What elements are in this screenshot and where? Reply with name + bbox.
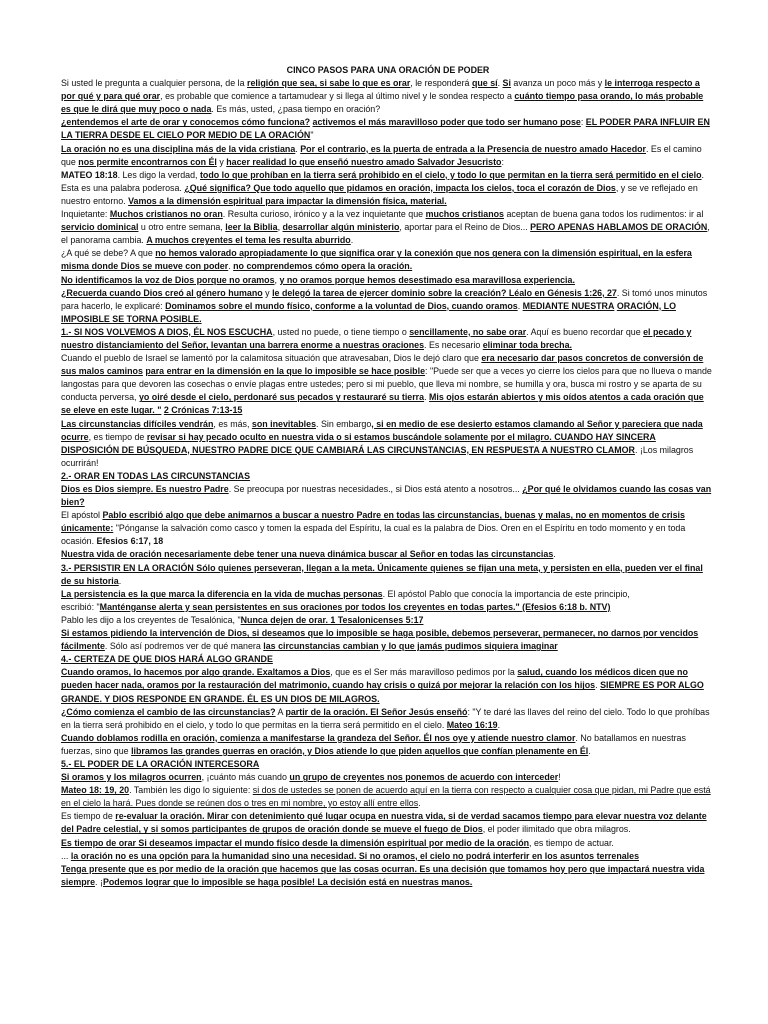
text-run: Las circunstancias difíciles vendrán — [61, 418, 214, 429]
paragraph — [61, 77, 715, 116]
text-run: . Sólo así podremos ver de qué manera — [104, 641, 264, 652]
text-run: Pablo les dijo a los creyentes de Tesalónica, " — [61, 614, 241, 625]
text-run: 5.- EL PODER DE LA ORACIÓN INTERCESORA — [61, 758, 260, 769]
text-run: re-evaluar la oración. Mirar con detenimiento qué lugar ocupa en nuestra vida, si de verdad sacamos tiempo para elevar nuestra voz delante del Padre celestial, y si somos participantes de grupos de oración donde se mueve el fuego de Dios — [61, 811, 707, 835]
text-run: . — [418, 798, 421, 809]
text-run: , es probable que comience a tartamudear y si llega al último nivel y le sondea respecto a — [160, 91, 515, 102]
text-run: Si oramos y los milagros ocurren — [61, 772, 202, 783]
document-page — [61, 64, 715, 964]
text-run: " — [310, 130, 314, 141]
text-run: . — [497, 719, 501, 730]
paragraph — [61, 666, 715, 705]
text-run: para entrar en la dimensión en la que lo imposible se hace posible — [145, 366, 426, 377]
text-run: . Resulta curioso, irónico y a la vez inquietante que — [222, 209, 426, 220]
paragraph — [61, 483, 715, 509]
text-run: Cuando doblamos rodilla en oración, comienza a manifestarse la grandeza del Señor. Él nos oye y atiende nuestro clamor — [61, 732, 576, 743]
text-run: Mateo 16:19 — [446, 719, 498, 730]
text-run: aceptan de buena gana todos los rudimentos: ir al — [503, 209, 704, 220]
text-run: Inquietante: — [61, 209, 110, 220]
paragraph — [61, 116, 715, 142]
text-run: leer la Biblia — [225, 222, 278, 233]
text-run: Si — [502, 78, 511, 89]
text-run: , es más, — [213, 418, 252, 429]
text-run: que sí — [471, 78, 498, 89]
text-run: , que es el Ser más maravilloso pedimos por la — [330, 667, 518, 678]
text-run: EL PODER PARA INFLUIR EN LA TIERRA DESDE EL CIELO POR MEDIO DE LA ORACIÓN — [61, 117, 710, 141]
text-run: PERO APENAS HABLAMOS DE ORACIÓN — [530, 222, 708, 233]
paragraph — [61, 247, 715, 273]
paragraph — [61, 837, 715, 850]
text-run: SIEMPRE ES POR ALGO GRANDE. Y DIOS RESPONDE EN GRANDE. ÉL ES UN DIOS DE MILAGROS. — [61, 680, 704, 704]
paragraph — [61, 627, 715, 653]
paragraph — [61, 784, 715, 810]
paragraph — [61, 758, 715, 771]
paragraph — [61, 863, 715, 889]
text-run: yo oiré desde el cielo, perdonaré sus pecados y restauraré su tierra — [138, 392, 425, 403]
text-run: Dominamos sobre el mundo físico, conforme a la voluntad de Dios, cuando oramos — [165, 300, 518, 311]
paragraph — [61, 287, 715, 326]
text-run: . Es más, usted, ¿pasa tiempo en oración? — [211, 104, 381, 115]
text-run: 3.- PERSISTIR EN LA ORACIÓN Sólo quienes perseveran, llegan a la meta. Únicamente quienes se fijan una meta, y persisten en ella, pueden ver el final de su historia — [61, 562, 703, 586]
text-run: , — [274, 274, 280, 285]
text-run: . El apóstol Pablo que conocía la importancia de este principio, — [382, 588, 630, 599]
text-run: . Aquí es bueno recordar que — [526, 326, 644, 337]
text-run: Cuando el pueblo de Israel se lamentó por la calamitosa situación que atravesaban, Dios le dejó claro que — [61, 353, 482, 364]
text-run: Efesios 6:17, 18 — [96, 536, 164, 547]
text-run: partir de la oración. El Señor Jesús enseñó — [285, 706, 468, 717]
paragraph — [61, 143, 715, 169]
paragraph — [61, 352, 715, 417]
text-run: muchos cristianos — [425, 209, 504, 220]
text-run: , le responderá — [410, 78, 472, 89]
text-run: Nuestra vida de oración necesariamente debe tener una nueva dinámica buscar al Señor en todas las circunstancias — [61, 549, 554, 560]
text-run: . — [497, 78, 503, 89]
text-run: . Si tomó unos minutos para hacerlo, le explicaré: — [61, 287, 708, 311]
text-run: . — [424, 392, 429, 403]
text-run: : — [501, 156, 504, 167]
text-run: . — [295, 143, 301, 154]
text-run: MATEO 18:18 — [61, 169, 118, 180]
text-run: todo lo que prohíban en la tierra será prohibido en el cielo, y todo lo que permitan en la tierra será permitido en el cielo — [199, 169, 702, 180]
paragraph — [61, 562, 715, 588]
text-run: , — [277, 222, 283, 233]
text-run: Si usted le pregunta a cualquier persona, de la — [61, 78, 248, 89]
text-run: Dios es Dios siempre. Es nuestro Padre — [61, 484, 229, 494]
text-run: MEDIANTE NUESTRA — [522, 300, 615, 311]
text-run: , usted no puede, o tiene tiempo o — [272, 326, 410, 337]
text-run: Es tiempo de orar Si deseamos impactar el mundo físico desde la dimensión espiritual por medio de la oración — [61, 837, 530, 848]
paragraph — [61, 588, 715, 601]
text-run: Mis ojos estarán abiertos y mis oídos atentos a cada oración que se eleve en este lugar. " — [61, 392, 704, 416]
text-run: y no oramos porque hemos desestimado esa maravillosa experiencia. — [279, 274, 575, 285]
text-run: desarrollar algún ministerio — [282, 222, 400, 233]
text-run: ¿A qué se debe? A que — [61, 248, 156, 259]
paragraph — [61, 208, 715, 247]
paragraph — [61, 601, 715, 614]
text-run: "Pónganse la salvación como casco y tomen la espada del Espíritu, la cual es la palabra de Dios. Oren en el Espíritu en todo momento y en toda ocasión. — [61, 523, 686, 547]
text-run: era necesario dar pasos concretos de conversión de sus malos caminos — [61, 353, 704, 377]
text-run: , y se ve reflejado en nuestro entorno. — [61, 182, 698, 206]
text-run: . — [553, 549, 556, 560]
text-run: A — [275, 706, 286, 717]
text-run: Vamos a la dimensión espiritual para impactar la dimensión física, material. — [128, 195, 447, 206]
text-run: , aportar para el Reino de Dios... — [399, 222, 531, 233]
text-run: ORACIÓN, LO IMPOSIBLE SE TORNA POSIBLE. — [61, 300, 676, 324]
text-run: Nunca dejen de orar. 1 Tesalonicenses 5:17 — [240, 614, 424, 625]
text-run: . — [350, 235, 354, 246]
text-run: , el poder ilimitado que obra milagros. — [482, 824, 631, 835]
text-run: . ¡ — [95, 876, 103, 887]
text-run: el pecado y nuestro distanciamiento del Señor, levantan una barrera enorme a nuestras oraciones — [61, 326, 692, 350]
paragraph — [61, 326, 715, 352]
text-run: , es tiempo de actuar. — [529, 837, 614, 848]
paragraph — [61, 182, 715, 208]
paragraph — [61, 732, 715, 758]
text-run: La persistencia es la que marca la diferencia en la vida de muchas personas — [61, 588, 383, 599]
text-run: la oración no es una opción para la humanidad sino una necesidad. Si no oramos, el cielo no podrá interferir en los asuntos terrenales — [70, 850, 640, 861]
text-run: Por el contrario, es la puerta de entrada a la Presencia de nuestro amado Hacedor — [300, 143, 646, 154]
text-run: Tenga presente que es por medio de la oración que hacemos que las cosas ocurran. Es una decisión que tomamos hoy pero que impactará nuestra vida siempre — [61, 863, 705, 887]
paragraph — [61, 509, 715, 548]
text-run: salud, cuando los médicos dicen que no pueden hacer nada, oramos por la restauración del matrimonio, cuando hay crisis o quizá por mejorar la relación con los hijos — [61, 667, 688, 691]
paragraph — [61, 548, 715, 561]
paragraph — [61, 614, 715, 627]
text-run: servicio dominical — [61, 222, 139, 233]
text-run: ¿Por qué le olvidamos cuando las cosas van bien? — [61, 484, 712, 508]
text-run: . Es el camino que — [61, 143, 702, 167]
text-run: Podemos lograr que lo imposible se haga posible! La decisión está en nuestras manos. — [102, 876, 473, 887]
text-run: si dos de ustedes se ponen de acuerdo aquí en la tierra con respecto a cualquier cosa que pidan, mi Padre que está en el cielo la hará. Pues donde se reúnen dos o tres en mi nombre, yo estoy allí entre ellos — [61, 785, 711, 809]
text-run: Esta es una palabra poderosa. — [61, 182, 185, 193]
text-run: y — [216, 156, 227, 167]
text-run: . Es necesario — [424, 339, 483, 350]
text-run: ¿Qué significa? Que todo aquello que pidamos en oración, impacta los cielos, toca el corazón de Dios — [184, 182, 616, 193]
text-run: : "Y te daré las llaves del reino del cielo. Todo lo que prohíbas en la tierra será prohibido en el cielo, y todo lo que permitas en la tierra será permitido en el cielo. — [61, 706, 710, 730]
text-run: . También les digo lo siguiente: — [129, 785, 253, 796]
text-run: avanza un poco más y — [510, 78, 605, 89]
text-run: 4.- CERTEZA DE QUE DIOS HARÁ ALGO GRANDE — [61, 654, 273, 665]
text-run: . — [588, 745, 591, 756]
paragraph — [61, 470, 715, 483]
document-body — [61, 77, 715, 889]
text-run: le delegó la tarea de ejercer dominio sobre la creación? Léalo en Génesis 1:26, 27 — [272, 287, 617, 298]
text-run: , ¡cuánto más cuando — [201, 772, 290, 783]
text-run: 2.- ORAR EN TODAS LAS CIRCUNSTANCIAS — [61, 470, 251, 481]
text-run: Mateo 18: 19, 20 — [61, 785, 130, 796]
text-run: Si estamos pidiendo la intervención de Dios, si deseamos que lo imposible se haga posible, debemos perseverar, permanecer, no darnos por vencidos fácilmente — [61, 628, 699, 652]
text-run: nos permite encontrarnos con Él — [78, 156, 217, 167]
text-run: ... — [61, 850, 71, 861]
text-run: Manténganse alerta y sean persistentes en sus oraciones por todos los creyentes en todas partes." (Efesios 6:18 b. NTV) — [99, 601, 611, 612]
paragraph — [61, 771, 715, 784]
text-run: La oración no es una disciplina más de la vida cristiana — [61, 143, 296, 154]
text-run: activemos el más maravilloso poder que todo ser humano pose — [312, 117, 581, 128]
text-run: sencillamente, no sabe orar — [409, 326, 527, 337]
text-run: . Les digo la verdad, — [117, 169, 200, 180]
text-run: no hemos valorado apropiadamente lo que significa orar y la conexión que nos genera con la dimensión espiritual, en la esfera misma donde Dios se mueve con poder — [61, 248, 692, 272]
text-run: . No batallamos en nuestras fuerzas, sino que — [61, 732, 686, 756]
text-run: A muchos creyentes el tema les resulta aburrido — [146, 235, 351, 246]
text-run: eliminar toda brecha. — [482, 339, 572, 350]
text-run: ¿Recuerda cuando Dios creó al género humano — [61, 287, 263, 298]
text-run: . Sin embargo — [316, 418, 372, 429]
text-run: un grupo de creyentes nos ponemos de acuerdo con interceder — [289, 772, 559, 783]
text-run: ¿Cómo comienza el cambio de las circunstancias? — [61, 706, 276, 717]
text-run: . — [118, 575, 122, 586]
text-run: revisar si hay pecado oculto en nuestra vida o si estamos buscándole solamente por el milagro. CUANDO HAY SINCERA DISPOSICIÓN DE BÚSQUEDA, NUESTRO PADRE DICE QUE CAMBIARÁ LAS CIRCUNSTANCIAS, EN RESPUESTA A NUESTRO CLAMOR — [61, 431, 656, 455]
text-run: Muchos cristianos no oran — [109, 209, 223, 220]
text-run: , si en medio de ese desierto estamos clamando al Señor y pareciera que nada ocurre — [61, 418, 703, 442]
text-run: . — [228, 261, 234, 272]
text-run: , es tiempo de — [88, 431, 147, 442]
paragraph — [61, 706, 715, 732]
text-run: no comprendemos cómo opera la oración. — [233, 261, 413, 272]
text-run: Es tiempo de — [61, 811, 116, 822]
text-run: . — [701, 169, 704, 180]
text-run: : — [580, 117, 586, 128]
text-run: hacer realidad lo que enseñó nuestro amado Salvador Jesucristo — [226, 156, 502, 167]
text-run: libramos las grandes guerras en oración, y Dios atiende lo que piden aquellos que confían plenamente en Él — [131, 745, 589, 756]
text-run: Pablo escribió algo que debe animarnos a buscar a nuestro Padre en todas las circunstancias, buenas y malas, no en momentos de crisis únicamente: — [61, 510, 685, 534]
text-run: . — [595, 680, 601, 691]
text-run: 2 Crónicas 7:13-15 — [163, 405, 243, 416]
text-run: . ¡Los milagros ocurrirán! — [61, 444, 694, 468]
paragraph — [61, 274, 715, 287]
paragraph — [61, 418, 715, 470]
document-title: CINCO PASOS PARA UNA ORACIÓN DE PODER — [286, 65, 490, 75]
text-run: y — [262, 287, 273, 298]
text-run: son inevitables — [251, 418, 317, 429]
text-run: Cuando oramos, lo hacemos por algo grande. Exaltamos a Dios — [61, 667, 331, 678]
text-run: escribió: " — [61, 601, 100, 612]
text-run: cuánto tiempo pasa orando, lo más probable es que le dirá que muy poco o nada — [61, 91, 704, 115]
text-run: . Se preocupa por nuestras necesidades., si Dios está atento a nosotros... — [228, 484, 523, 494]
text-run: : "Puede ser que a veces yo cierre los cielos para que no llueva o mande langostas para que devoren las cosechas o envíe plagas entre ustedes; pero si mi pueblo, que lleva mi nombre, se humilla y ora, busca mi rostro y se aparta de su conducta perversa, — [61, 366, 712, 403]
paragraph — [61, 169, 715, 182]
paragraph — [61, 810, 715, 836]
text-run: . — [517, 300, 523, 311]
text-run: 1.- SI NOS VOLVEMOS A DIOS, ÉL NOS ESCUCHA — [61, 326, 273, 337]
paragraph — [61, 653, 715, 666]
text-run: ¿entendemos el arte de orar y conocemos cómo funciona? — [61, 117, 311, 128]
text-run: religión que sea, si sabe lo que es orar — [247, 78, 411, 89]
text-run: las circunstancias cambian y lo que jamás pudimos siquiera imaginar — [263, 641, 558, 652]
text-run: No identificamos la voz de Dios porque no oramos — [61, 274, 275, 285]
text-run: , el panorama cambia. — [61, 222, 710, 246]
text-run: ! — [558, 772, 561, 783]
text-run: u otro entre semana, — [138, 222, 226, 233]
text-run: El apóstol — [61, 510, 103, 521]
paragraph — [61, 850, 715, 863]
text-run: le interroga respecto a por qué y para qué orar — [61, 78, 700, 102]
